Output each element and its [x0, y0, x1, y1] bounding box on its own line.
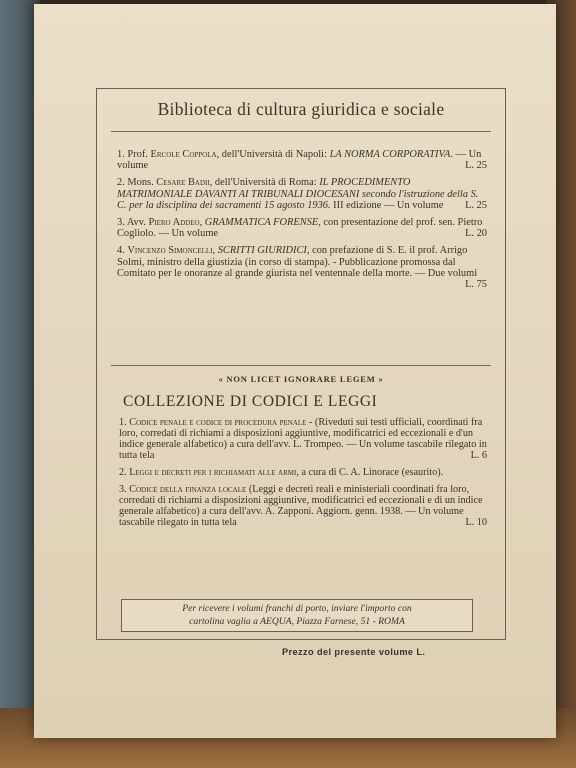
collection-title: COLLEZIONE DI CODICI E LEGGI: [123, 393, 378, 410]
order-note-box: [121, 599, 473, 632]
list-item: 2. Mons. Cesare Badii, dell'Università di Roma: IL PROCEDIMENTO MATRIMONIALE DAVANTI AI TRIBUNALI DIOCESANI secondo l'istruzione della S. C. per la disciplina dei sacramenti 15 agosto 1936. III edizione — Un volume L. 25: [117, 177, 487, 211]
codici-list: [119, 417, 487, 534]
divider: [111, 131, 491, 132]
motto: « NON LICET IGNORARE LEGEM »: [218, 374, 384, 384]
list-item: 2. Leggi e decreti per i richiamati alle armi, a cura di C. A. Linorace (esaurito).: [119, 467, 444, 478]
list-item: 1. Codice penale e codice di procedura penale - (Riveduti sui testi ufficiali, coordinati fra loro, corredati di richiami a disposizioni aggiuntive, modificatrici ed eccezionali e d'un indice generale alfabetico) a cura dell'avv. L. Trompeo. — Un volume tascabile rilegato in tutta tela L. 6: [119, 417, 487, 461]
list-item: 3. Avv. Piero Addeo, GRAMMATICA FORENSE, con presentazione del prof. sen. Pietro Cogliolo. — Un volume L. 20: [117, 217, 487, 240]
list-item: 4. Vincenzo Simoncelli, SCRITTI GIURIDICI, con prefazione di S. E. il prof. Arrigo Solmi, ministro della giustizia (in corso di stampa). - Pubblicazione promossa dal Comitato per le onoranze al grande giurista nel ventennale della morte. — Due volumi L. 75: [117, 245, 487, 291]
price-line: Prezzo del presente volume L.: [282, 647, 426, 657]
book-back-cover: [34, 4, 556, 738]
divider: [111, 365, 491, 366]
order-note-line: cartolina vaglia a AEQUA, Piazza Farnese, 51 - ROMA: [189, 615, 405, 627]
series-title: Biblioteca di cultura giuridica e sociale: [157, 99, 445, 119]
text-frame: [96, 88, 506, 640]
list-item: 3. Codice della finanza locale (Leggi e decreti reali e ministeriali coordinati fra loro, corredati di richiami a disposizioni aggiuntive, modificatrici ed eccezionali e di un indice generale alfabetico) a cura dell'avv. A. Zapponi. Aggiorn. genn. 1938. — Un volume tascabile rilegato in tutta tela L. 10: [119, 484, 487, 528]
publication-list: [117, 149, 487, 290]
order-note-line: Per ricevere i volumi franchi di porto, inviare l'importo con: [182, 603, 412, 614]
list-item: 1. Prof. Ercole Coppola, dell'Università di Napoli: LA NORMA CORPORATIVA. — Un volume L. 25: [117, 149, 487, 172]
